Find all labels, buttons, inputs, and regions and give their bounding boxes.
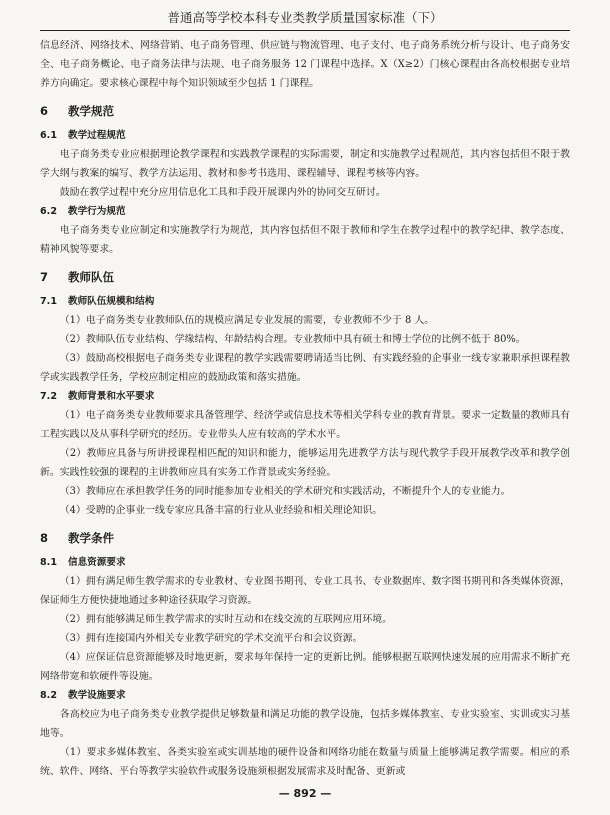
paragraph: （4）受聘的企事业一线专家应具备丰富的行业从业经验和相关理论知识。 [59,505,383,516]
paragraph: （3）教师应在承担教学任务的同时能参加专业相关的学术研究和实践活动，不断提升个人的专业能力。 [59,486,511,497]
paragraph: （2）教师应具备与所讲授课程相匹配的知识和能力，能够运用先进教学方法与现代教学手段开展教学改革和教学创新。实践性较强的课程的主讲教师应具有实务工作背景或实务经验。 [40,448,570,478]
section-heading [40,268,570,286]
subsection-number: 7.2 [40,391,57,402]
subsection-number: 6.2 [40,206,57,217]
subsection-number: 6.1 [40,130,57,141]
subsection-heading [40,292,570,311]
subsection-heading [40,202,570,221]
subsection-title: 教学设施要求 [68,690,126,701]
subsection-title: 教学行为规范 [68,206,126,217]
subsection-title: 教学过程规范 [68,130,126,141]
paragraph: （1）要求多媒体教室、各类实验室或实训基地的硬件设备和网络功能在数量与质量上能够满足教学需要。相应的系统、软件、网络、平台等教学实验软件或服务设施须根据发展需求及时配备、更新或 [40,747,570,777]
running-header: 普通高等学校本科专业类教学质量国家标准（下） [40,6,570,31]
subsection-heading [40,387,570,406]
paragraph: 电子商务类专业应制定和实施教学行为规范，其内容包括但不限于教师和学生在教学过程中的教学纪律、教学态度、精神风貌等要求。 [40,225,570,255]
page-body [40,36,570,781]
subsection-heading [40,126,570,145]
subsection-number: 7.1 [40,296,57,307]
paragraph: （3）拥有连接国内外相关专业教学研究的学术交流平台和会议资源。 [59,633,363,644]
section-title: 教师队伍 [68,270,114,284]
paragraph: （1）电子商务类专业教师要求具备管理学、经济学或信息技术等相关学科专业的教育背景。要求一定数量的教师具有工程实践以及从事科学研究的经历。专业带头人应有较高的学术水平。 [40,410,570,440]
section-number: 7 [40,270,49,284]
paragraph: （2）拥有能够满足师生教学需求的实时互动和在线交流的互联网应用环境。 [59,614,392,625]
subsection-number: 8.1 [40,557,57,568]
section-number: 6 [40,104,49,118]
section-number: 8 [40,531,49,545]
subsection-title: 信息资源要求 [68,557,126,568]
section-title: 教学规范 [68,104,114,118]
paragraph: （2）教师队伍专业结构、学缘结构、年龄结构合理。专业教师中具有硕士和博士学位的比例不低于 80%。 [59,334,526,345]
paragraph: （1）电子商务类专业教师队伍的规模应满足专业发展的需要，专业教师不少于 8 人。 [59,315,435,326]
paragraph: 各高校应为电子商务类专业教学提供足够数量和满足功能的教学设施，包括多媒体教室、专业实验室、实训或实习基地等。 [40,709,570,739]
paragraph: 鼓励在教学过程中充分应用信息化工具和手段开展课内外的协同交互研讨。 [59,187,386,198]
subsection-number: 8.2 [40,690,57,701]
subsection-heading [40,553,570,572]
paragraph: （4）应保证信息资源能够及时地更新，要求每年保持一定的更新比例。能够根据互联网快速发展的应用需求不断扩充网络带宽和软硬件等设施。 [40,652,570,682]
page-number: — 892 — [278,787,332,800]
section-heading [40,529,570,547]
paragraph: （1）拥有满足师生教学需求的专业教材、专业图书期刊、专业工具书、专业数据库、数字图书期刊和各类媒体资源，保证师生方便快捷地通过多种途径获取学习资源。 [40,576,570,606]
subsection-title: 教师队伍规模和结构 [68,296,155,307]
section-title: 教学条件 [68,531,114,545]
subsection-title: 教师背景和水平要求 [68,391,155,402]
paragraph: （3）鼓励高校根据电子商务类专业课程的教学实践需要聘请适当比例、有实践经验的企事业一线专家兼职承担课程教学或实践教学任务，学校应制定相应的鼓励政策和落实措施。 [40,353,570,383]
paragraph: 电子商务类专业应根据理论教学课程和实践教学课程的实际需要，制定和实施教学过程规范，其内容包括但不限于教学大纲与教案的编写、教学方法运用、教材和参考书选用、课程辅导、课程考核等内容。 [40,149,570,179]
section-heading [40,102,570,120]
intro-paragraph: 信息经济、网络技术、网络营销、电子商务管理、供应链与物流管理、电子支付、电子商务系统分析与设计、电子商务安全、电子商务概论、电子商务法律与法规、电子商务服务 12 门课程中选择。X（X≥2）门核心课程由各高校根据专业培养方向确定。要求核心课程中每个知识领域至少包括 1 门课程。 [40,40,570,89]
subsection-heading [40,686,570,705]
